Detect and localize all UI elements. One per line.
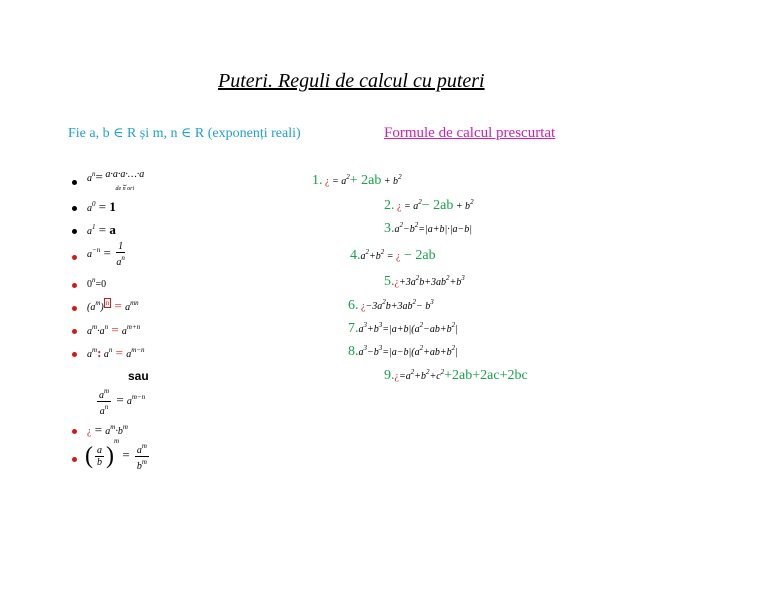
rule-power-one: $a^1 = a$ <box>87 222 116 237</box>
formula-1: 1. ¿ = $a^2+ 2ab + b^2$ <box>312 173 402 188</box>
bullet-icon <box>72 255 77 260</box>
rule-zero-power: $0^n=0$ <box>87 276 107 290</box>
bullet-icon <box>72 457 77 462</box>
formula-9: $9.¿=a^2+b^2+c^2+2ab+2ac+2bc$ <box>384 368 528 383</box>
rule-quotient-same-base: $a^m$: $a^n = a^{m-n}$ <box>87 345 145 360</box>
rule-negative-exponent: $a^{-n}$ = $\frac{1}{a^n}$ <box>87 241 125 268</box>
formula-5: $5.¿+3a^2b+3ab^2+b^3$ <box>384 274 465 289</box>
page-title: Puteri. Reguli de calcul cu puteri <box>218 70 485 92</box>
formula-8: $8.a^3-b^3=|a-b|(a^2+ab+b^2|$ <box>348 344 458 359</box>
rule-power-zero: $a^0 = 1$ <box>87 199 116 214</box>
intro-text: Fie a, b ∈ R și m, n ∈ R (exponenți reali) <box>68 126 301 141</box>
bullet-icon <box>72 180 77 185</box>
formula-7: $7.a^3+b^3=|a+b|(a^2-ab+b^2|$ <box>348 321 458 336</box>
formula-2: 2. ¿ = $a^2- 2ab + b^2$ <box>384 198 474 213</box>
rule-power-definition: $a^n=$ a·a·a·…·a ⏟ de n ori <box>87 169 145 192</box>
formula-3: $3.a^2-b^2=|a+b|\cdot|a-b|$ <box>384 221 472 236</box>
bullet-icon <box>72 352 77 357</box>
sau-label: sau <box>128 369 149 383</box>
rule-power-of-power: $(a^m) ^n = a^{mn}$ <box>87 298 139 313</box>
bullet-icon <box>72 283 77 288</box>
formula-6: 6. ¿$-3a^2b+3ab^2- b^3$ <box>348 298 434 313</box>
bullet-icon <box>72 206 77 211</box>
rule-product-same-base: $a^m\cdot a^n = a^{m+n}$ <box>87 322 141 337</box>
bullet-icon <box>72 306 77 311</box>
bullet-icon <box>72 429 77 434</box>
rule-fraction-power: ( $\frac{a}{b}$ )$^m$ = $\frac{a^m}{b^m}$ <box>85 437 147 473</box>
formula-4: $4.a^2+b^2$ = ¿ − 2ab <box>350 248 436 263</box>
bullet-icon <box>72 329 77 334</box>
rule-quotient-fraction: $\frac{a^m}{a^n}$ = $a^{m-n}$ <box>99 387 146 417</box>
rule-product-power: ¿ = $a^m\cdot b^m$ <box>87 422 128 437</box>
bullet-icon <box>72 229 77 234</box>
formulas-heading: Formule de calcul prescurtat <box>384 125 556 141</box>
